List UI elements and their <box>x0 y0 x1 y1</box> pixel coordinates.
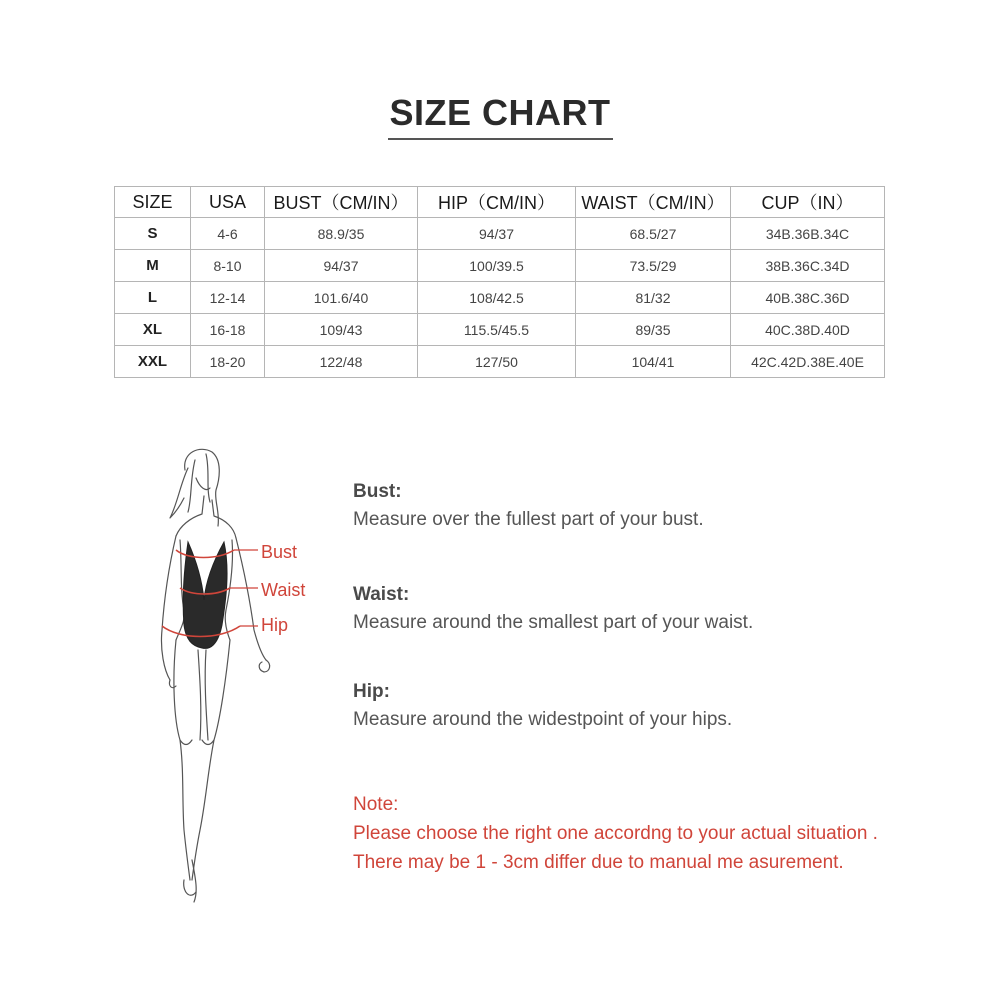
bust-cell: 88.9/35 <box>265 218 418 250</box>
cup-cell: 40C.38D.40D <box>731 314 885 346</box>
bust-description: Measure over the fullest part of your bust. <box>353 509 704 530</box>
usa-cell: 12-14 <box>191 282 265 314</box>
bust-cell: 122/48 <box>265 346 418 378</box>
size-cell: XXL <box>115 346 191 378</box>
waist-heading: Waist: <box>353 584 410 605</box>
note-block <box>353 790 878 877</box>
column-header-hip: HIP（CM/IN） <box>418 187 576 218</box>
note-line-2: There may be 1 - 3cm differ due to manual me asurement. <box>353 852 844 873</box>
bust-instruction <box>353 481 704 531</box>
waist-instruction <box>353 584 753 634</box>
figure-sketch-illustration <box>140 440 340 910</box>
hip-cell: 100/39.5 <box>418 250 576 282</box>
page-title: SIZE CHART <box>388 92 613 140</box>
size-chart-title-wrap <box>0 92 1000 140</box>
bust-cell: 101.6/40 <box>265 282 418 314</box>
waist-cell: 68.5/27 <box>576 218 731 250</box>
hip-heading: Hip: <box>353 681 390 702</box>
size-cell: M <box>115 250 191 282</box>
hip-marker-label: Hip <box>261 615 289 635</box>
usa-cell: 4-6 <box>191 218 265 250</box>
column-header-bust: BUST（CM/IN） <box>265 187 418 218</box>
usa-cell: 8-10 <box>191 250 265 282</box>
column-header-cup: CUP（IN） <box>731 187 885 218</box>
waist-cell: 81/32 <box>576 282 731 314</box>
table-row <box>115 218 885 250</box>
bust-marker-label: Bust <box>261 542 298 562</box>
bust-heading: Bust: <box>353 481 402 502</box>
hip-instruction <box>353 681 732 731</box>
bust-cell: 94/37 <box>265 250 418 282</box>
body-figure <box>140 440 340 910</box>
usa-cell: 18-20 <box>191 346 265 378</box>
note-heading: Note: <box>353 794 399 815</box>
column-header-size: SIZE <box>115 187 191 218</box>
cup-cell: 42C.42D.38E.40E <box>731 346 885 378</box>
bust-cell: 109/43 <box>265 314 418 346</box>
waist-cell: 73.5/29 <box>576 250 731 282</box>
column-header-waist: WAIST（CM/IN） <box>576 187 731 218</box>
waist-marker-label: Waist <box>261 580 306 600</box>
table-row <box>115 346 885 378</box>
hip-cell: 115.5/45.5 <box>418 314 576 346</box>
hip-cell: 127/50 <box>418 346 576 378</box>
size-table <box>114 186 885 378</box>
cup-cell: 38B.36C.34D <box>731 250 885 282</box>
table-header-row <box>115 187 885 218</box>
table-row <box>115 250 885 282</box>
table-row <box>115 314 885 346</box>
column-header-usa: USA <box>191 187 265 218</box>
table-row <box>115 282 885 314</box>
waist-cell: 89/35 <box>576 314 731 346</box>
size-cell: XL <box>115 314 191 346</box>
cup-cell: 40B.38C.36D <box>731 282 885 314</box>
hip-cell: 108/42.5 <box>418 282 576 314</box>
cup-cell: 34B.36B.34C <box>731 218 885 250</box>
hip-description: Measure around the widestpoint of your hips. <box>353 709 733 730</box>
waist-cell: 104/41 <box>576 346 731 378</box>
note-line-1: Please choose the right one accordng to your actual situation . <box>353 823 878 844</box>
waist-description: Measure around the smallest part of your waist. <box>353 612 754 633</box>
usa-cell: 16-18 <box>191 314 265 346</box>
size-cell: S <box>115 218 191 250</box>
size-cell: L <box>115 282 191 314</box>
hip-cell: 94/37 <box>418 218 576 250</box>
